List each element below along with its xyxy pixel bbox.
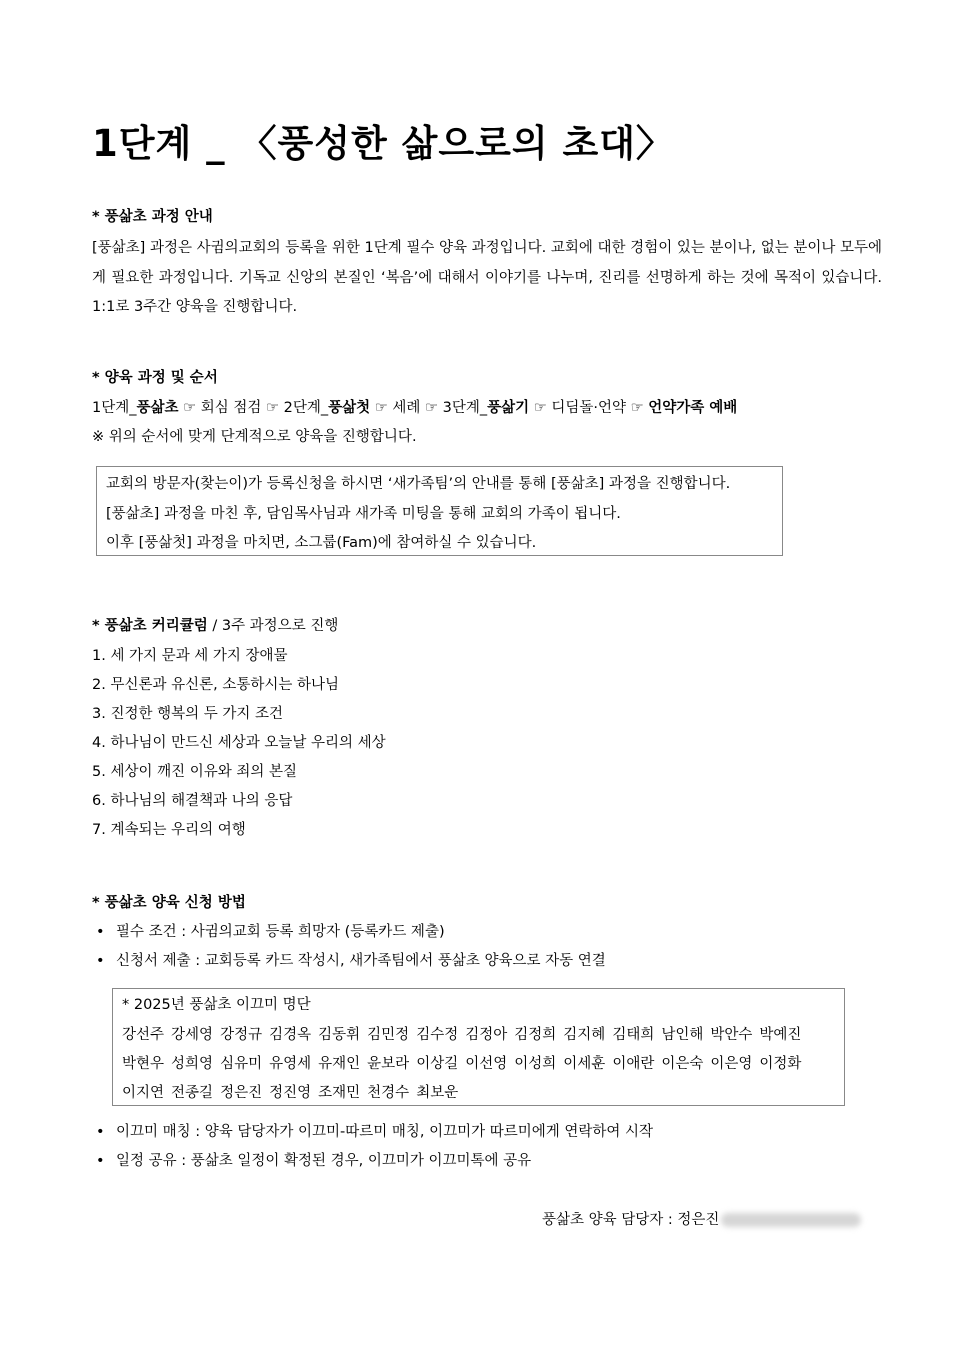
apply-bullets-bottom	[92, 1118, 882, 1176]
leader-name: 강선주	[122, 1026, 165, 1043]
curriculum-heading-note: / 3주 과정으로 진행	[207, 618, 339, 634]
leader-name: 강정규	[220, 1026, 263, 1043]
leader-name: 정진영	[269, 1084, 312, 1101]
curriculum-section	[92, 616, 882, 845]
leader-name: 이애란	[612, 1055, 655, 1072]
leaders-row	[122, 1079, 844, 1108]
list-item	[92, 918, 882, 947]
leader-name: 성희영	[171, 1055, 214, 1072]
curriculum-item: 1. 세 가지 문과 세 가지 장애물	[92, 648, 288, 664]
step-sep-1: ☞ 회심 점검 ☞	[178, 400, 284, 416]
leader-name: 김동휘	[318, 1026, 361, 1043]
bullet-mark: •	[96, 1124, 105, 1140]
curriculum-item: 5. 세상이 깨진 이유와 죄의 본질	[92, 764, 297, 780]
bullet-mark: •	[96, 953, 105, 969]
leaders-box	[112, 988, 845, 1106]
bullet-mark: •	[96, 924, 105, 940]
info-box-line-1: 교회의 방문자(찾는이)가 등록신청을 하시면 ‘새가족팀’의 안내를 통해 [풍삶초] 과정을 진행합니다.	[106, 476, 731, 492]
contact-label: 풍삶초 양육 담당자 : 정은진	[542, 1212, 720, 1228]
curriculum-item: 3. 진정한 행복의 두 가지 조건	[92, 706, 283, 722]
curriculum-heading-title: * 풍삶초 커리큘럼	[92, 618, 208, 634]
apply-section	[92, 893, 882, 976]
curriculum-item: 6. 하나님의 해결책과 나의 응답	[92, 793, 293, 809]
leader-name: 박예진	[759, 1026, 802, 1043]
leader-name: 이은숙	[661, 1055, 704, 1072]
step-sep-2: ☞ 세례 ☞	[370, 400, 443, 416]
leader-name: 김정희	[514, 1026, 557, 1043]
intro-heading: * 풍삶초 과정 안내	[92, 209, 213, 225]
step-1-prefix: 1단계_	[92, 400, 137, 416]
process-section	[92, 368, 882, 452]
curriculum-item: 2. 무신론과 유신론, 소통하시는 하나님	[92, 677, 339, 693]
step-3-prefix: 3단계_	[442, 400, 488, 416]
leader-name: 이세훈	[563, 1055, 606, 1072]
leader-name: 심유미	[220, 1055, 263, 1072]
leader-name: 윤보라	[367, 1055, 410, 1072]
leaders-row	[122, 1050, 844, 1079]
process-steps	[92, 394, 882, 423]
step-sep-3: ☞ 디딤돌·언약 ☞	[529, 400, 649, 416]
process-info-box	[96, 466, 783, 556]
leader-name: 이상길	[416, 1055, 459, 1072]
leader-name: 전종길	[171, 1084, 214, 1101]
leaders-names	[122, 1021, 844, 1108]
leader-name: 최보운	[416, 1084, 459, 1101]
leader-name: 김민정	[367, 1026, 410, 1043]
step-1-name: 풍삶초	[136, 400, 179, 416]
leaders-title: * 2025년 풍삶초 이끄미 명단	[122, 997, 311, 1013]
bullet-text: 신청서 제출 : 교회등록 카드 작성시, 새가족팀에서 풍삶초 양육으로 자동 연결	[116, 953, 606, 969]
list-item	[92, 1118, 882, 1147]
leader-name: 남인해	[661, 1026, 704, 1043]
leader-name: 조재민	[318, 1084, 361, 1101]
leader-name: 박현우	[122, 1055, 165, 1072]
leader-name: 이은영	[710, 1055, 753, 1072]
step-3-name: 풍삶기	[487, 400, 530, 416]
leader-name: 이지연	[122, 1084, 165, 1101]
process-note: ※ 위의 순서에 맞게 단계적으로 양육을 진행합니다.	[92, 429, 417, 445]
leader-name: 김태희	[612, 1026, 655, 1043]
bullet-text: 이끄미 매칭 : 양육 담당자가 이끄미-따르미 매칭, 이끄미가 따르미에게 연락하여 시작	[116, 1124, 654, 1140]
curriculum-item: 4. 하나님이 만드신 세상과 오늘날 우리의 세상	[92, 735, 386, 751]
intro-paragraph: [풍삶초] 과정은 사귐의교회의 등록을 위한 1단계 필수 양육 과정입니다. 교회에 대한 경험이 있는 분이나, 없는 분이나 모두에게 필요한 과정입니다. 기독교 신앙의 본질인 ‘복음’에 대해서 이야기를 나누며, 진리를 선명하게 하는 것에 목적이 있습니다. 1:1로 3주간 양육을 진행합니다.	[92, 240, 882, 315]
intro-section	[92, 207, 882, 323]
leader-name: 천경수	[367, 1084, 410, 1101]
leader-name: 정은진	[220, 1084, 263, 1101]
leader-name: 박안수	[710, 1026, 753, 1043]
leader-name: 이선영	[465, 1055, 508, 1072]
info-box-line-2: [풍삶초] 과정을 마친 후, 담임목사님과 새가족 미팅을 통해 교회의 가족이 됩니다.	[106, 505, 621, 522]
leaders-row	[122, 1021, 844, 1050]
leader-name: 김수정	[416, 1026, 459, 1043]
leader-name: 김지혜	[563, 1026, 606, 1043]
leader-name: 이정화	[759, 1055, 802, 1072]
contact-footer	[542, 1208, 861, 1232]
step-final-name: 언약가족 예배	[648, 400, 738, 416]
curriculum-item: 7. 계속되는 우리의 여행	[92, 822, 246, 838]
curriculum-heading	[92, 616, 882, 638]
leader-name: 강세영	[171, 1026, 214, 1043]
list-item	[92, 947, 882, 976]
leader-name: 유영세	[269, 1055, 312, 1072]
page-title: 1단계 _ 〈풍성한 삶으로의 초대〉	[92, 122, 674, 165]
bullet-text: 필수 조건 : 사귐의교회 등록 희망자 (등록카드 제출)	[116, 924, 445, 940]
apply-heading: * 풍삶초 양육 신청 방법	[92, 895, 246, 911]
leader-name: 유재인	[318, 1055, 361, 1072]
process-heading: * 양육 과정 및 순서	[92, 370, 218, 386]
leader-name: 김정아	[465, 1026, 508, 1043]
curriculum-list	[92, 642, 882, 845]
leader-name: 김경옥	[269, 1026, 312, 1043]
step-2-prefix: 2단계_	[283, 400, 329, 416]
step-2-name: 풍삶첫	[328, 400, 371, 416]
leader-name: 이성희	[514, 1055, 557, 1072]
redacted-phone	[721, 1213, 861, 1227]
info-box-line-3: 이후 [풍삶첫] 과정을 마치면, 소그룹(Fam)에 참여하실 수 있습니다.	[106, 535, 537, 551]
bullet-mark: •	[96, 1153, 105, 1169]
apply-bullets-top	[92, 918, 882, 976]
bullet-text: 일정 공유 : 풍삶초 일정이 확정된 경우, 이끄미가 이끄미톡에 공유	[116, 1153, 532, 1169]
list-item	[92, 1147, 882, 1176]
